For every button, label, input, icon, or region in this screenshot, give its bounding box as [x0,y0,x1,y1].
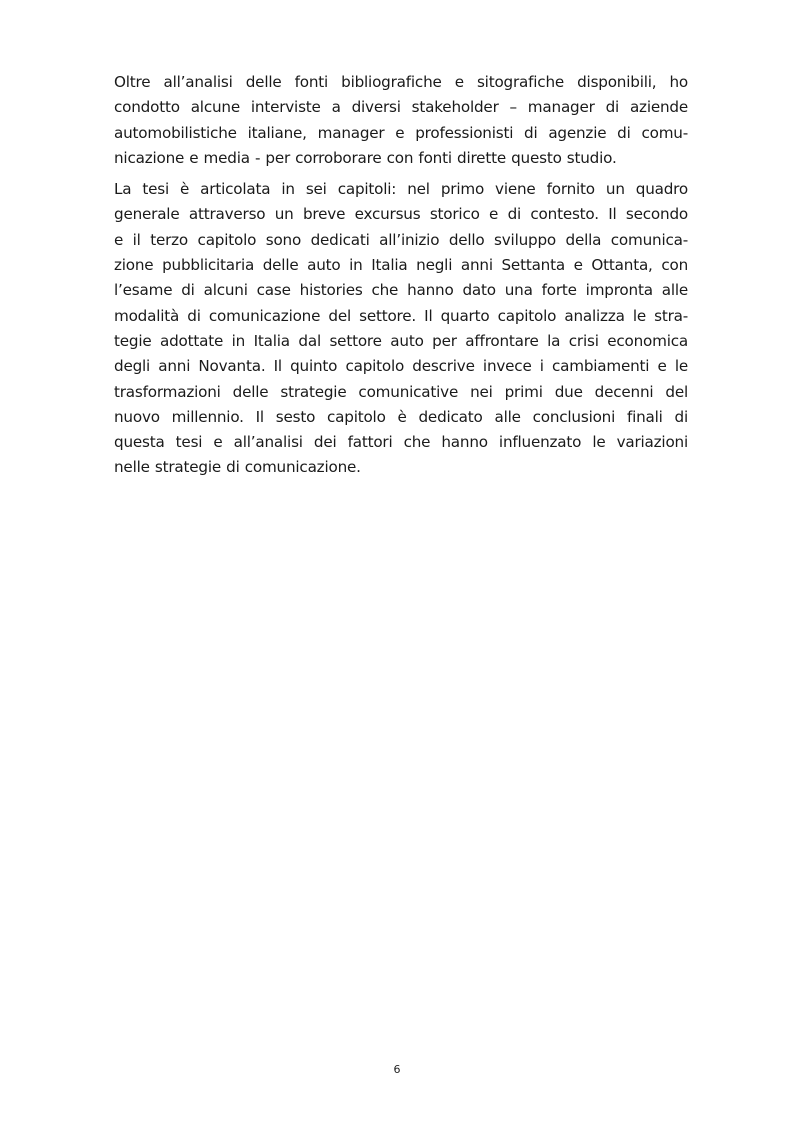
text-line: La tesi è articolata in sei capitoli: nel primo viene fornito un quadro [114,180,688,199]
paragraph-interviews [114,70,688,171]
text-line: trasformazioni delle strategie comunicative nei primi due decenni del [114,382,688,401]
page-number: 6 [393,1063,401,1076]
text-line: zione pubblicitaria delle auto in Italia negli anni Settanta e Ottanta, con [114,256,688,275]
text-line: nelle strategie di comunicazione. [114,458,361,477]
text-line: nuovo millennio. Il sesto capitolo è dedicato alle conclusioni finali di [114,407,688,426]
paragraph-thesis-structure [114,177,688,481]
text-line: Oltre all’analisi delle fonti bibliografiche e sitografiche disponibili, ho [114,73,688,91]
text-line: degli anni Novanta. Il quinto capitolo descrive invece i cambiamenti e le [114,357,688,376]
text-line: tegie adottate in Italia dal settore auto per affrontare la crisi economica [114,331,688,350]
text-line: questa tesi e all’analisi dei fattori che hanno influenzato le variazioni [114,433,688,452]
text-line: e il terzo capitolo sono dedicati all’inizio dello sviluppo della comunica- [114,230,688,249]
text-line: nicazione e media - per corroborare con fonti dirette questo studio. [114,148,617,167]
text-line: generale attraverso un breve excursus storico e di contesto. Il secondo [114,205,688,224]
text-line: automobilistiche italiane, manager e professionisti di agenzie di comu- [114,123,688,142]
text-line: condotto alcune interviste a diversi stakeholder – manager di aziende [114,98,688,117]
text-line: modalità di comunicazione del settore. Il quarto capitolo analizza le stra- [114,306,688,325]
text-line: l’esame di alcuni case histories che hanno dato una forte impronta alle [114,281,688,300]
page-body [114,70,688,481]
